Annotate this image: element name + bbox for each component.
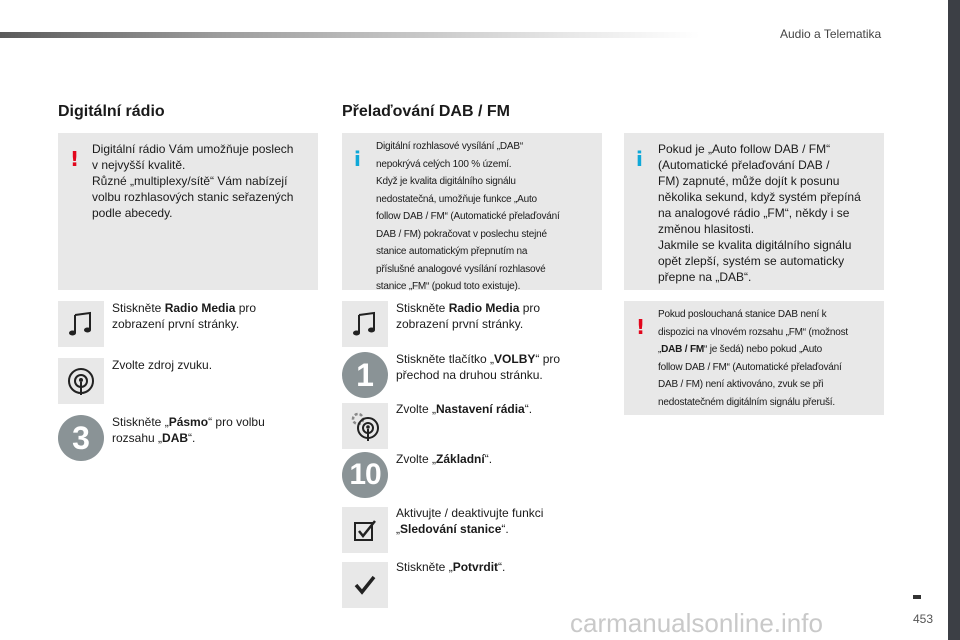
left-title: Digitální rádio [58, 103, 165, 120]
right-info-text: Pokud je „Auto follow DAB / FM“ (Automatické přelaďování DAB / FM) zapnuté, může dojít k posunu několika sekund, když systém přepíná na analogové rádio „FM“, někdy i se změnou hlasitosti. Jakmile se kvalita digitálního signálu opět zlepší, systém se automaticky přepne na „DAB“. [658, 142, 861, 284]
left-step-3: Stiskněte „Pásmo“ pro volbu rozsahu „DAB“. [112, 415, 265, 445]
warning-icon: ! [70, 147, 80, 171]
middle-step-4: Zvolte „Základní“. [396, 452, 493, 466]
page-marker [913, 595, 921, 599]
left-step-2: Zvolte zdroj zvuku. [112, 358, 213, 372]
section-header: Audio a Telematika [780, 27, 882, 41]
step-badge-3: 3 [58, 415, 104, 461]
middle-step-1: Stiskněte Radio Media pro zobrazení první stránky. [396, 301, 541, 331]
left-warning-box [58, 133, 318, 290]
checkmark-icon [342, 562, 388, 608]
info-icon: i [354, 147, 361, 171]
page-number: 453 [913, 612, 934, 626]
radio-source-icon [58, 358, 104, 404]
right-warning-text: Pokud poslouchaná stanice DAB není k dispozici na vlnovém rozsahu „FM“ (možnost „DAB / FM“ je šedá) nebo pokud „Auto follow DAB / FM“ (Automatické přelaďování DAB / FM) není aktivováno, zvuk se při nedostatečném digitálním signálu přeruší. [658, 309, 848, 408]
right-warning-box [624, 301, 884, 415]
middle-step-3: Zvolte „Nastavení rádia“. [396, 402, 533, 416]
left-warning-text: Digitální rádio Vám umožňuje poslech v nejvyšší kvalitě. Různé „multiplexy/sítě“ Vám nabízejí volbu rozhlasových stanic seřazených podle abecedy. [92, 142, 294, 220]
middle-title: Přelaďování DAB / FM [342, 103, 510, 120]
step-badge-1: 1 [342, 352, 388, 398]
gear-radio-icon [342, 403, 388, 449]
middle-step-6: Stiskněte „Potvrdit“. [396, 560, 506, 574]
top-decor-bar [0, 32, 700, 38]
step-badge-10: 10 [342, 452, 388, 498]
middle-info-text: Digitální rozhlasové vysílání „DAB“ nepokrývá celých 100 % území. Když je kvalita digitálního signálu nedostatečná, umožňuje funkce „Auto follow DAB / FM“ (Automatické přelaďování DAB / FM) pokračovat v poslechu stejné stanice automatickým přepnutím na příslušné analogové vysílání rozhlasové stanice „FM“ (pokud toto existuje). [376, 141, 560, 292]
info-icon: i [636, 147, 643, 171]
checkbox-icon [342, 507, 388, 553]
warning-icon: ! [636, 315, 646, 339]
page-edge-tab [948, 0, 960, 640]
middle-step-2: Stiskněte tlačítko „VOLBY“ pro přechod na druhou stránku. [396, 352, 561, 382]
right-info-box [624, 133, 884, 290]
middle-info-box [342, 133, 602, 290]
music-note-icon [58, 301, 104, 347]
music-note-icon [342, 301, 388, 347]
left-step-1: Stiskněte Radio Media pro zobrazení první stránky. [112, 301, 257, 331]
middle-step-5: Aktivujte / deaktivujte funkci „Sledování stanice“. [396, 506, 544, 536]
watermark: carmanualsonline.info [570, 608, 823, 638]
